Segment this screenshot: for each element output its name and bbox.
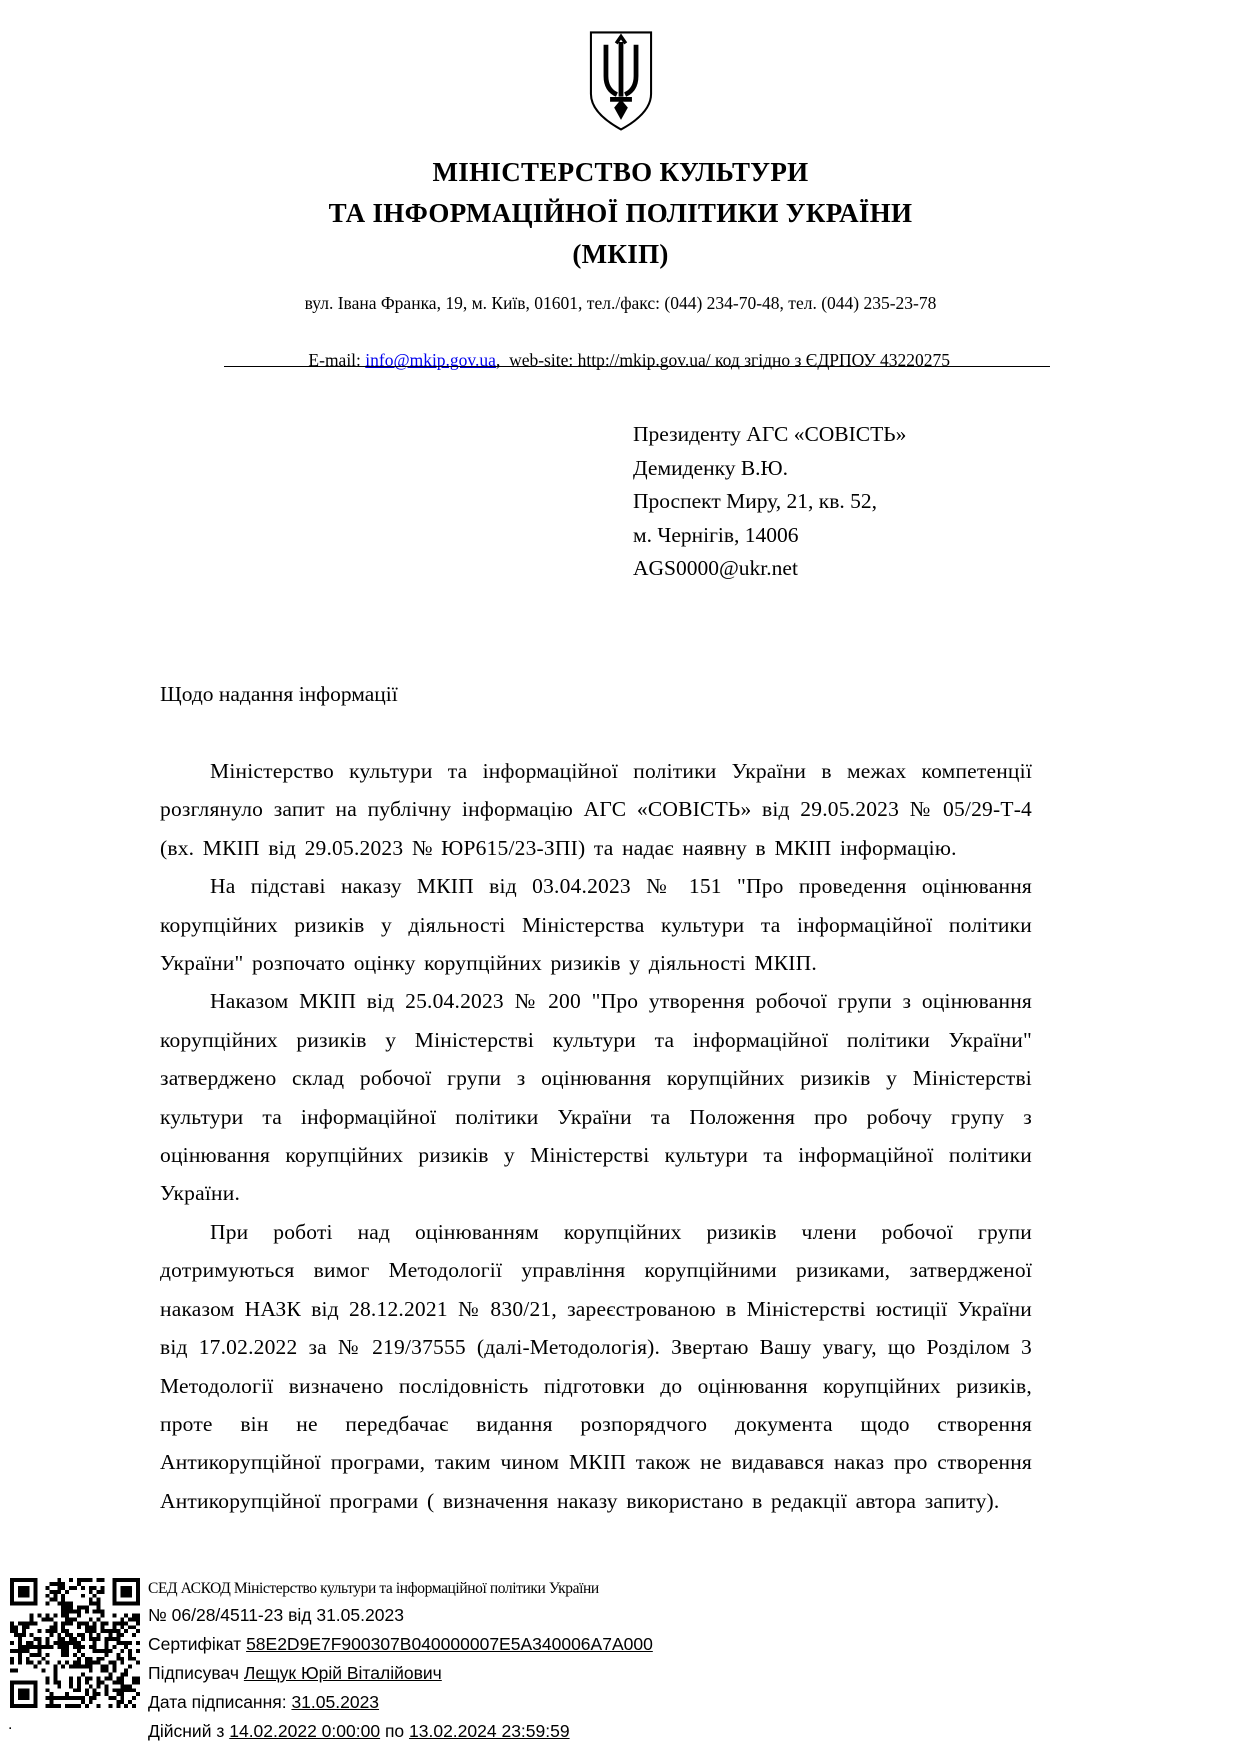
- certificate-value: 58E2D9E7F900307B040000007E5A340006A7A000: [246, 1634, 653, 1654]
- stamp-validity-line: [148, 1717, 788, 1746]
- body-paragraph-3: Наказом МКІП від 25.04.2023 № 200 "Про утворення робочої групи з оцінювання корупційних ризиків у Міністерстві культури та інформаційної політики України" затверджено склад робочої групи з оцінювання корупційних ризиків у Міністерстві культури та інформаційної політики України та Положення про робочу групу з оцінювання корупційних ризиків у Міністерстві культури та інформаційної політики України.: [160, 989, 1032, 1206]
- stamp-certificate-line: [148, 1630, 788, 1659]
- stamp-system-line: СЕД АСКОД Міністерство культури та інформаційної політики України: [148, 1580, 599, 1597]
- body-paragraph-1: Міністерство культури та інформаційної політики України в межах компетенції розглянуло запит на публічну інформацію АГС «СОВІСТЬ» від 29.05.2023 № 05/29-Т-4 (вх. МКІП від 29.05.2023 № ЮР615/23-ЗПІ) та надає наявну в МКІП інформацію.: [160, 759, 1032, 860]
- website-and-edrpou-text: , web-site: http://mkip.gov.ua/ код згідно з ЄДРПОУ 43220275: [495, 350, 951, 370]
- stamp-signing-date-line: [148, 1688, 788, 1717]
- body-paragraph-2: На підставі наказу МКІП від 03.04.2023 № 151 "Про проведення оцінювання корупційних ризиків у діяльності Міністерства культури та інформаційної політики України" розпочато оцінку корупційних ризиків у діяльності МКІП.: [160, 874, 1032, 976]
- validity-from-value: 14.02.2022 0:00:00: [229, 1721, 381, 1741]
- qr-code-icon: [10, 1578, 140, 1708]
- recipient-city-line: м. Чернігів, 14006: [633, 522, 799, 547]
- letter-subject: Щодо надання інформації: [160, 682, 398, 706]
- ministry-contact-line: [0, 324, 1241, 396]
- signing-date-label: Дата підписання:: [148, 1692, 292, 1712]
- letterhead-separator-line: [224, 366, 1050, 367]
- signing-date-value: 31.05.2023: [291, 1692, 380, 1712]
- signer-value: Лещук Юрій Віталійович: [243, 1663, 442, 1683]
- ministry-title-line1: МІНІСТЕРСТВО КУЛЬТУРИ: [432, 157, 809, 187]
- recipient-email-line: AGS0000@ukr.net: [633, 556, 798, 580]
- ukraine-trident-icon: [580, 24, 662, 142]
- validity-label: Дійсний з: [148, 1721, 230, 1741]
- validity-to-value: 13.02.2024 23:59:59: [409, 1721, 570, 1741]
- body-paragraph-4: При роботі над оцінюванням корупційних ризиків члени робочої групи дотримуються вимог Методології управління корупційними ризиками, затвердженої наказом НАЗК від 28.12.2021 № 830/21, зареєстрованою в Міністерстві юстиції України від 17.02.2022 за № 219/37555 (далі-Методологія). Звертаю Вашу увагу, що Розділом 3 Методології визначено послідовність підготовки до оцінювання корупційних ризиків, проте він не передбачає видання розпорядчого документа щодо створення Антикорупційної програми, таким чином МКІП також не видавався наказ про створення Антикорупційної програми ( визначення наказу використано в редакції автора запиту).: [160, 1219, 1032, 1513]
- email-link[interactable]: info@mkip.gov.ua: [365, 350, 496, 370]
- ministry-title-line2: ТА ІНФОРМАЦІЙНОЇ ПОЛІТИКИ УКРАЇНИ: [328, 198, 913, 228]
- electronic-signature-stamp: [148, 1576, 788, 1746]
- recipient-title-line: Президенту АГС «СОВІСТЬ»: [633, 422, 907, 446]
- stamp-registration-number: № 06/28/4511-23 від 31.05.2023: [148, 1605, 404, 1625]
- email-label: E-mail:: [308, 350, 366, 370]
- recipient-block: [633, 418, 906, 586]
- validity-separator: по: [380, 1721, 410, 1741]
- recipient-name-line: Демиденку В.Ю.: [633, 455, 789, 480]
- certificate-label: Сертифікат: [148, 1634, 247, 1654]
- ministry-title-abbrev: (МКІП): [572, 239, 669, 269]
- recipient-street-line: Проспект Миру, 21, кв. 52,: [633, 489, 877, 513]
- signer-label: Підписувач: [148, 1663, 244, 1683]
- letter-body: [160, 752, 1032, 1520]
- stamp-signer-line: [148, 1659, 788, 1688]
- ministry-address-line: вул. Івана Франка, 19, м. Київ, 01601, тел./факс: (044) 234-70-48, тел. (044) 235-23-78: [304, 293, 937, 313]
- page-footnote-dot: .: [8, 1716, 13, 1733]
